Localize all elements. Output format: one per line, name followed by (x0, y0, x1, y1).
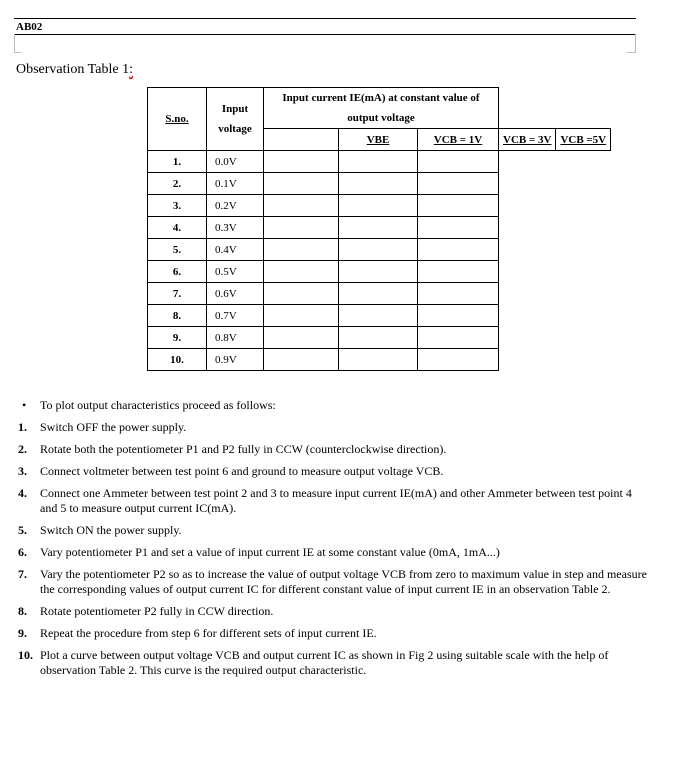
row-empty-cell (264, 217, 339, 239)
row-empty-cell (418, 173, 499, 195)
step-text: Vary potentiometer P1 and set a value of input current IE at some constant value (0mA, 1mA...) (40, 545, 500, 559)
row-empty-cell (264, 151, 339, 173)
row-empty-cell (418, 239, 499, 261)
step-text: Connect voltmeter between test point 6 and ground to measure output voltage VCB. (40, 464, 444, 478)
table-row (148, 195, 611, 217)
title-text: Observation Table 1 (16, 62, 130, 77)
bullet-icon: • (22, 398, 27, 412)
observation-table-title (16, 62, 133, 78)
row-empty-cell (339, 173, 418, 195)
margin-corner-left (14, 34, 21, 53)
step-number: 8. (18, 604, 27, 618)
step-number: 7. (18, 567, 27, 581)
table-body (148, 151, 611, 371)
row-empty-cell (264, 327, 339, 349)
row-sno: 10. (148, 349, 207, 371)
row-sno: 9. (148, 327, 207, 349)
row-empty-cell (418, 327, 499, 349)
procedure-step (18, 567, 648, 597)
step-number: 6. (18, 545, 27, 559)
table-row (148, 173, 611, 195)
row-empty-cell (418, 305, 499, 327)
col-input-header: Input voltage (207, 88, 264, 151)
row-empty-cell (418, 349, 499, 371)
table-header-row-1 (148, 88, 611, 129)
row-sno: 8. (148, 305, 207, 327)
procedure-intro: • To plot output characteristics proceed as follows: (22, 398, 276, 412)
step-number: 9. (18, 626, 27, 640)
row-sno: 4. (148, 217, 207, 239)
row-vbe: 0.5V (207, 261, 264, 283)
col-vcb5-header: VCB =5V (556, 129, 611, 151)
row-sno: 2. (148, 173, 207, 195)
observation-table (147, 87, 611, 371)
table-row (148, 217, 611, 239)
procedure-step (18, 486, 648, 516)
row-vbe: 0.2V (207, 195, 264, 217)
procedure-list (18, 398, 648, 685)
document-code: AB02 (16, 21, 43, 33)
step-text: Switch OFF the power supply. (40, 420, 187, 434)
step-text: Connect one Ammeter between test point 2 and 3 to measure input current IE(mA) and other Ammeter between test point 4 and 5 to measure output current IC(mA). (40, 486, 632, 515)
col-group-header: Input current IE(mA) at constant value of output voltage (264, 88, 499, 129)
row-sno: 1. (148, 151, 207, 173)
col-vcb3-header: VCB = 3V (499, 129, 556, 151)
col-sno-sub (264, 129, 339, 151)
col-vbe-header: VBE (339, 129, 418, 151)
step-number: 5. (18, 523, 27, 537)
step-text: Rotate both the potentiometer P1 and P2 fully in CCW (counterclockwise direction). (40, 442, 447, 456)
header-rule-top (14, 18, 636, 19)
row-empty-cell (264, 261, 339, 283)
step-number: 1. (18, 420, 27, 434)
row-vbe: 0.7V (207, 305, 264, 327)
step-text: Plot a curve between output voltage VCB and output current IC as shown in Fig 2 using suitable scale with the help of observation Table 2. This curve is the required output characteristic. (40, 648, 609, 677)
row-empty-cell (418, 217, 499, 239)
title-suffix: : (129, 62, 133, 77)
row-vbe: 0.8V (207, 327, 264, 349)
col-vcb1-header: VCB = 1V (418, 129, 499, 151)
row-empty-cell (339, 349, 418, 371)
row-sno: 6. (148, 261, 207, 283)
table-row (148, 305, 611, 327)
table-row (148, 151, 611, 173)
step-number: 4. (18, 486, 27, 500)
row-empty-cell (339, 261, 418, 283)
procedure-step (18, 523, 648, 538)
page-header (14, 18, 636, 54)
row-empty-cell (264, 195, 339, 217)
row-empty-cell (418, 283, 499, 305)
procedure-step (18, 464, 648, 479)
row-empty-cell (264, 173, 339, 195)
row-sno: 5. (148, 239, 207, 261)
row-vbe: 0.4V (207, 239, 264, 261)
step-text: Vary the potentiometer P2 so as to increase the value of output voltage VCB from zero to maximum value in step and measure the corresponding values of output current IC for different constant value of input current IE in an observation Table 2. (40, 567, 647, 596)
table-row (148, 283, 611, 305)
row-empty-cell (339, 283, 418, 305)
header-rule-bottom (14, 34, 636, 35)
row-empty-cell (418, 195, 499, 217)
row-empty-cell (339, 217, 418, 239)
row-vbe: 0.3V (207, 217, 264, 239)
row-empty-cell (339, 195, 418, 217)
step-text: Switch ON the power supply. (40, 523, 182, 537)
row-empty-cell (418, 261, 499, 283)
procedure-step (18, 442, 648, 457)
col-sno-header: S.no. (148, 88, 207, 151)
table-row (148, 261, 611, 283)
step-number: 10. (18, 648, 33, 662)
row-empty-cell (264, 305, 339, 327)
row-vbe: 0.1V (207, 173, 264, 195)
procedure-step (18, 545, 648, 560)
row-vbe: 0.0V (207, 151, 264, 173)
row-empty-cell (339, 305, 418, 327)
margin-corner-right (627, 34, 636, 53)
step-number: 2. (18, 442, 27, 456)
procedure-step (18, 420, 648, 435)
table-row (148, 239, 611, 261)
row-empty-cell (339, 239, 418, 261)
row-empty-cell (264, 239, 339, 261)
row-empty-cell (264, 283, 339, 305)
procedure-step (18, 648, 648, 678)
step-text: Repeat the procedure from step 6 for different sets of input current IE. (40, 626, 377, 640)
procedure-step (18, 604, 648, 619)
table-row (148, 349, 611, 371)
row-sno: 7. (148, 283, 207, 305)
row-empty-cell (339, 151, 418, 173)
table-row (148, 327, 611, 349)
step-number: 3. (18, 464, 27, 478)
procedure-step (18, 626, 648, 641)
row-sno: 3. (148, 195, 207, 217)
row-empty-cell (418, 151, 499, 173)
step-text: Rotate potentiometer P2 fully in CCW direction. (40, 604, 274, 618)
row-empty-cell (264, 349, 339, 371)
row-empty-cell (339, 327, 418, 349)
row-vbe: 0.6V (207, 283, 264, 305)
row-vbe: 0.9V (207, 349, 264, 371)
